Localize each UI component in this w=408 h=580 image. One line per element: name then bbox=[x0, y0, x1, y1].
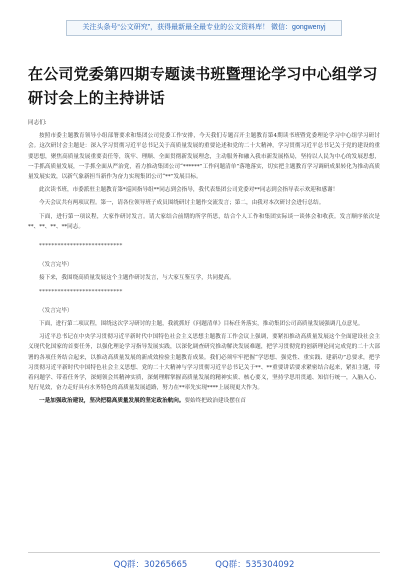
greeting: 同志们: bbox=[28, 120, 47, 126]
speech-finished-note: （发言完毕） bbox=[39, 262, 73, 269]
divider-line: *************************** bbox=[39, 288, 123, 295]
qq-group-2[interactable]: QQ群：535304092 bbox=[215, 560, 295, 570]
qq-group-1[interactable]: QQ群：30265665 bbox=[113, 560, 188, 570]
paragraph-intro: 按照市委主题教育领导小组部署要求和集团公司党委工作安排，今天我们专题召开主题教育第4期读书班暨党委理论学习中心组学习研讨会。这次研讨会主题是：深入学习贯彻习近平总书记关于高质量发展的重要论述和党的二十大精神，学习贯彻习近平总书记关于党的建设的重要思想，聚焦高质量发展重要责任等，筑牢、理顺、全面贯彻新发展理念，主动服务和融入我市新发展格局，坚持以人民为中心的发展思想，一手抓高质量发展，一手抓全面从严治党，着力推动集团公司“******”工作问题清单”落地落实，切实把主题教育学习调研成果转化为推动高质量发展实效，以新气象新担当新作为奋力实现集团公司“**”发展目标。 bbox=[28, 133, 380, 181]
page-title: 在公司党委第四期专题读书班暨理论学习中心组学习研讨会上的主持讲话 bbox=[28, 65, 378, 107]
point-one-text: 要始终把政治建设摆在首 bbox=[184, 398, 246, 405]
paragraph-first-item: 下面，进行第一项议程，大家作研讨发言。请大家结合前期的所学所思，结合个人工作和集团实际谈一谈体会和收获。发言顺序依次是**、**、**、**同志。 bbox=[28, 213, 380, 230]
point-one-lead: 一是加强政治建设，坚决把稳高质量发展的坚定政治航向。 bbox=[39, 398, 185, 405]
paragraph-point-one bbox=[28, 396, 380, 406]
paragraph-main: 习近平总书记在中央学习贯彻习近平新时代中国特色社会主义思想主题教育工作会议上强调，要紧扣推动高质量发展这个全面建设社会主义现代化国家的首要任务，以强化理论学习指导发展实践，以深化调查研究推动解决发展难题，把学习贯彻党的创新理论同完成党的二十大部署的各项任务结合起来，以推动高质量发展的新成效检验主题教育成果。我们必须牢牢把握“学思想、强党性、重实践、建新功”总要求，把学习贯彻习近平新时代中国特色社会主义思想、党的二十大精神与学习贯彻习近平总书记关于**、**重要讲话要求紧密结合起来，紧扣主题，带着问题学、带着任务学，深刻领会其精神实质，深刻理解掌握高质量发展的精神实质、核心要义，坚持学思用贯通、知信行统一，入脑入心、见行见效，奋力走好具有水务特色的高质量发展道路，努力在**率先实现****上展现更大作为。 bbox=[28, 334, 380, 392]
footer bbox=[0, 558, 408, 570]
paragraph-welcome: 此次读书班，市委派驻主题教育第*巡回指导组**同志到会指导，我代表集团公司党委对**同志到会指导表示欢迎和感谢！ bbox=[39, 187, 339, 194]
footer-divider bbox=[28, 552, 380, 553]
document-body bbox=[28, 118, 380, 548]
divider-line: *************************** bbox=[39, 243, 123, 250]
paragraph-transition: 接下来，我围绕高质量发展这个主题作研讨发言，与大家互鉴互学，共同提高。 bbox=[39, 275, 235, 282]
paragraph-agenda: 今天会议共有两项议程。第一，请各位领导班子成员围绕研讨主题作交流发言；第二，由我对本次研讨会进行总结。 bbox=[39, 200, 325, 207]
speech-finished-note: （发言完毕） bbox=[39, 307, 73, 314]
paragraph-second-item: 下面，进行第二项议程，围绕这次学习研讨的主题，我就抓好《问题清单》目标任务落实，推动集团公司高质量发展强调几点意见。 bbox=[39, 321, 364, 328]
header-banner[interactable]: 关注头条号“公文研究”，获得最新最全最专业的公文资料库！ 微信：gongwenyj bbox=[66, 20, 342, 36]
